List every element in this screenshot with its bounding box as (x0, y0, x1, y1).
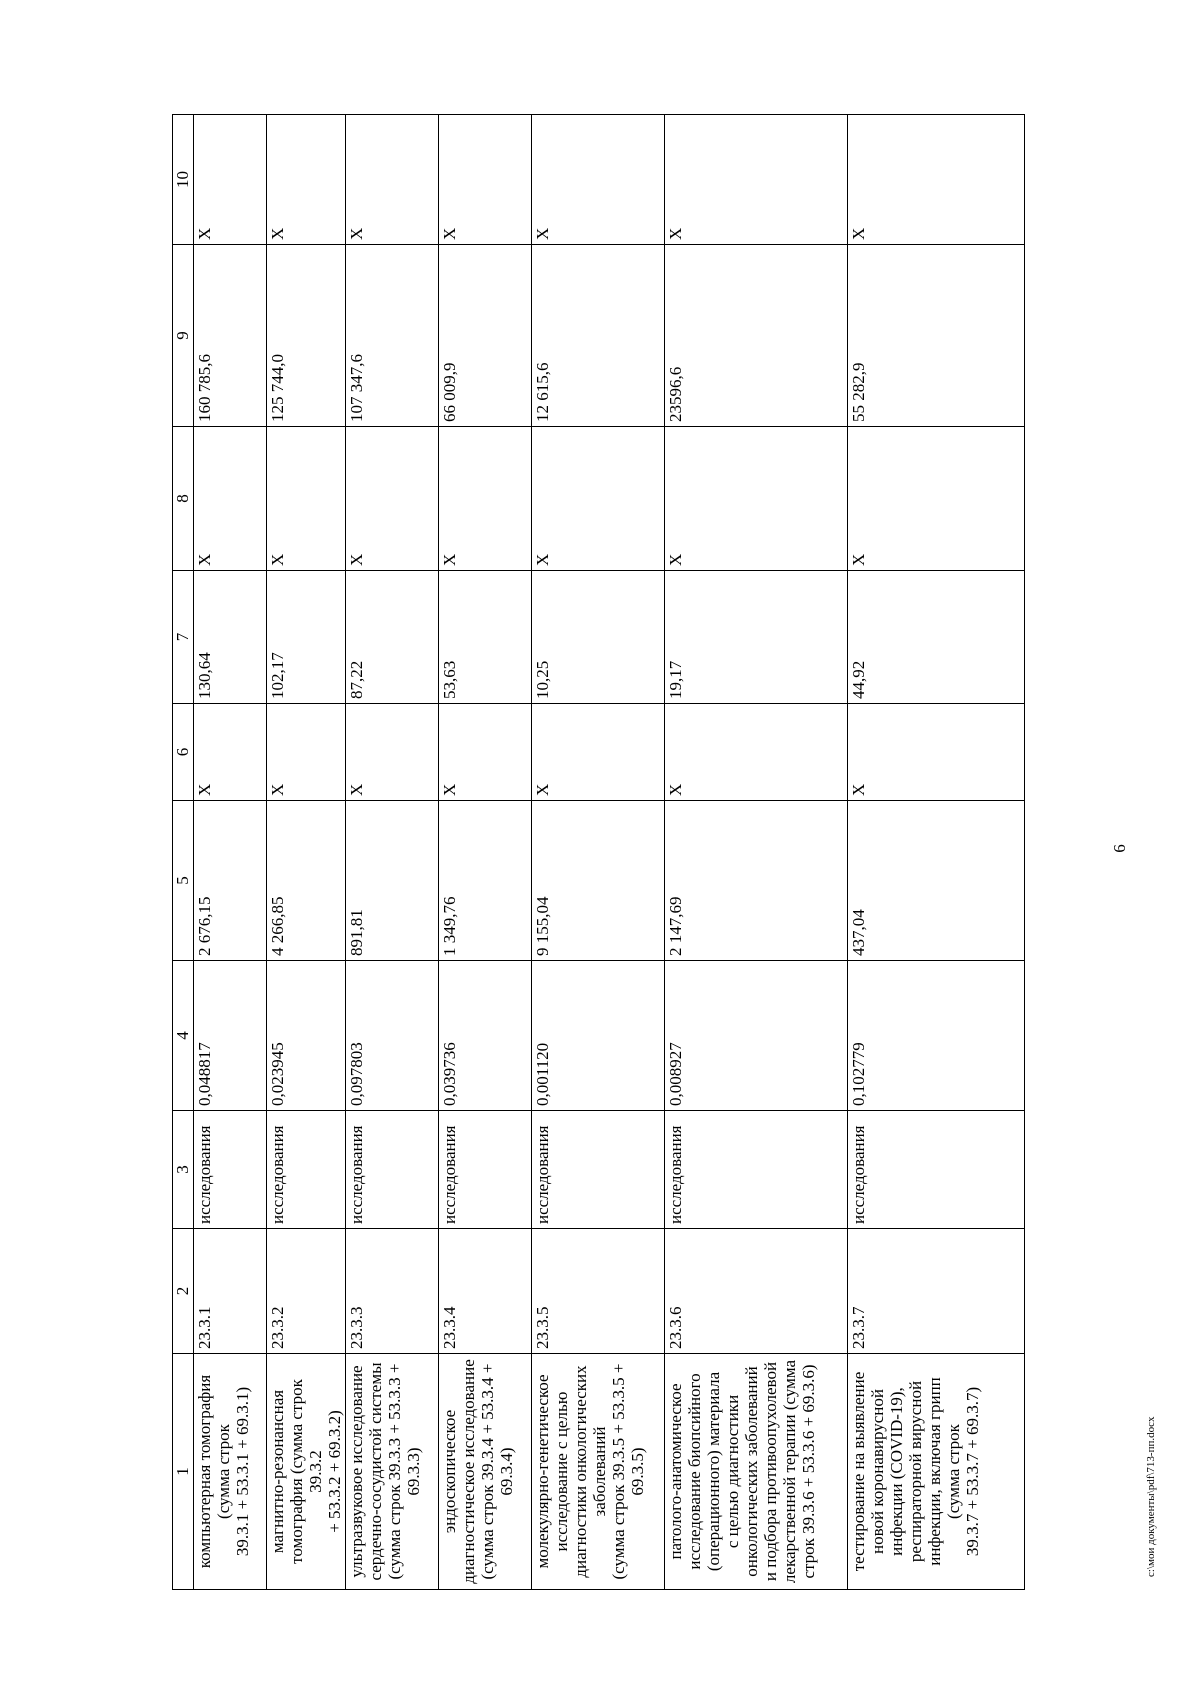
table-cell: 437,04 (848, 801, 1025, 961)
table-cell: эндоскопическое диагностическое исследование (сумма строк 39.3.4 + 53.3.4 + 69.3.4) (439, 1354, 532, 1590)
header-cell: 5 (173, 801, 194, 961)
table-row (439, 115, 532, 1590)
table-row (194, 115, 267, 1590)
header-cell: 9 (173, 245, 194, 427)
table-cell: 160 785,6 (194, 245, 267, 427)
table-cell: X (267, 427, 346, 571)
page-number: 6 (1110, 844, 1129, 853)
header-row (173, 115, 194, 1590)
table-cell: 0,048817 (194, 961, 267, 1111)
table-cell: 891,81 (346, 801, 439, 961)
table-cell: 55 282,9 (848, 245, 1025, 427)
table-cell: 107 347,6 (346, 245, 439, 427)
table-cell: 130,64 (194, 571, 267, 704)
table-cell: X (194, 704, 267, 801)
table-body (194, 115, 1025, 1590)
table-row (665, 115, 848, 1590)
table-cell: X (532, 427, 665, 571)
table-cell: магнитно-резонансная томография (сумма строк 39.3.2 + 53.3.2 + 69.3.2) (267, 1354, 346, 1590)
table-cell: X (439, 427, 532, 571)
table-cell: 66 009,9 (439, 245, 532, 427)
table-cell: 2 676,15 (194, 801, 267, 961)
table-cell: X (267, 704, 346, 801)
header-cell: 4 (173, 961, 194, 1111)
table-cell: X (439, 704, 532, 801)
table-cell: 0,023945 (267, 961, 346, 1111)
table-cell: тестирование на выявление новой коронавирусной инфекции (COVID-19), респираторной вирусной инфекции, включая грипп (сумма строк 39.3.7 + 53.3.7 + 69.3.7) (848, 1354, 1025, 1590)
header-cell: 1 (173, 1354, 194, 1590)
table-cell: патолого-анатомическое исследование биопсийного (операционного) материала с целью диагностики онкологических заболеваний и подбора противоопухолевой лекарственной терапии (сумма строк 39.3.6 + 53.3.6 + 69.3.6) (665, 1354, 848, 1590)
table-cell: ультразвуковое исследование сердечно-сосудистой системы (сумма строк 39.3.3 + 53.3.3 + 69.3.3) (346, 1354, 439, 1590)
table-cell: исследования (267, 1111, 346, 1229)
footer-file-path: с:\мои документы\pdf\713-пп.docx (1145, 1416, 1157, 1577)
table-cell: 125 744,0 (267, 245, 346, 427)
table-cell: исследования (532, 1111, 665, 1229)
data-table (172, 114, 1025, 1590)
table-row (267, 115, 346, 1590)
table-cell: 23.3.5 (532, 1229, 665, 1354)
table-cell: X (532, 115, 665, 245)
table-cell: 23.3.1 (194, 1229, 267, 1354)
table-cell: исследования (439, 1111, 532, 1229)
table-cell: 23.3.7 (848, 1229, 1025, 1354)
table-cell: X (267, 115, 346, 245)
table-cell: X (194, 427, 267, 571)
table-cell: компьютерная томография (сумма строк 39.3.1 + 53.3.1 + 69.3.1) (194, 1354, 267, 1590)
header-cell: 2 (173, 1229, 194, 1354)
table-cell: 0,008927 (665, 961, 848, 1111)
table-cell: 4 266,85 (267, 801, 346, 961)
table-cell: 0,001120 (532, 961, 665, 1111)
table-cell: X (665, 427, 848, 571)
table-cell: X (439, 115, 532, 245)
table-row (848, 115, 1025, 1590)
table-cell: 0,097803 (346, 961, 439, 1111)
header-cell: 7 (173, 571, 194, 704)
table-cell: молекулярно-генетическое исследование с целью диагностики онкологических заболеваний (сумма строк 39.3.5 + 53.3.5 + 69.3.5) (532, 1354, 665, 1590)
table-cell: X (346, 704, 439, 801)
table-cell: X (346, 427, 439, 571)
table-cell: 19,17 (665, 571, 848, 704)
table-cell: X (665, 704, 848, 801)
table-cell: X (194, 115, 267, 245)
table-cell: 23.3.2 (267, 1229, 346, 1354)
table-cell: 2 147,69 (665, 801, 848, 961)
table-cell: X (346, 115, 439, 245)
table-cell: 87,22 (346, 571, 439, 704)
table-cell: 44,92 (848, 571, 1025, 704)
table-cell: 102,17 (267, 571, 346, 704)
table-cell: X (848, 115, 1025, 245)
table-cell: исследования (194, 1111, 267, 1229)
table-cell: 23.3.6 (665, 1229, 848, 1354)
header-cell: 3 (173, 1111, 194, 1229)
header-cell: 8 (173, 427, 194, 571)
header-cell: 6 (173, 704, 194, 801)
table-cell: 12 615,6 (532, 245, 665, 427)
table-cell: 23596,6 (665, 245, 848, 427)
table-cell: X (532, 704, 665, 801)
table-cell: исследования (665, 1111, 848, 1229)
table-cell: 0,039736 (439, 961, 532, 1111)
table-cell: 10,25 (532, 571, 665, 704)
table-cell: 1 349,76 (439, 801, 532, 961)
table-row (532, 115, 665, 1590)
table-cell: 23.3.3 (346, 1229, 439, 1354)
table-cell: X (665, 115, 848, 245)
table-cell: X (848, 704, 1025, 801)
table-cell: исследования (848, 1111, 1025, 1229)
header-cell: 10 (173, 115, 194, 245)
table-cell: 9 155,04 (532, 801, 665, 961)
table-cell: X (848, 427, 1025, 571)
table-row (346, 115, 439, 1590)
table-cell: исследования (346, 1111, 439, 1229)
table-cell: 23.3.4 (439, 1229, 532, 1354)
table-cell: 53,63 (439, 571, 532, 704)
table-cell: 0,102779 (848, 961, 1025, 1111)
